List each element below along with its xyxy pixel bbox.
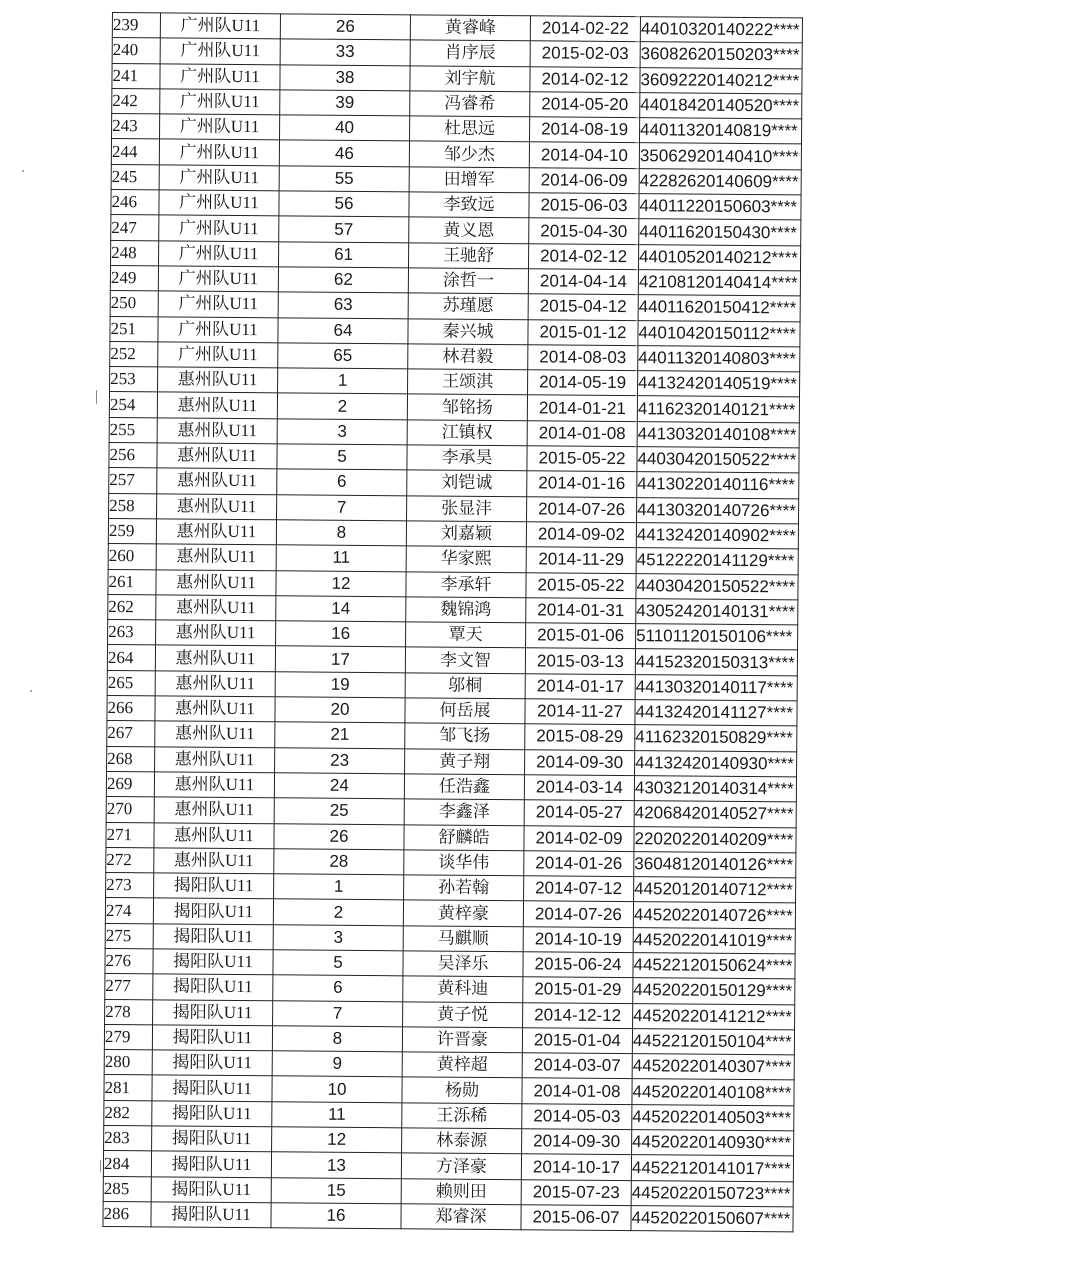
id-number: 42282620140609****: [639, 168, 801, 195]
player-name: 黄子悦: [403, 1001, 523, 1027]
player-name: 邹铭扬: [407, 394, 527, 420]
team-name: 揭阳队U11: [152, 1126, 272, 1152]
id-number: 41162320140121****: [637, 396, 799, 423]
player-name: 王驰舒: [409, 243, 529, 269]
row-index: 256: [109, 443, 157, 469]
birth-date: 2014-09-30: [522, 1129, 632, 1155]
jersey-number: 5: [277, 444, 407, 470]
birth-date: 2015-01-06: [526, 623, 636, 649]
player-name: 魏锦鸿: [406, 597, 526, 623]
jersey-number: 8: [276, 520, 406, 546]
player-name: 李承轩: [406, 571, 526, 597]
id-number: 44520220150723****: [631, 1180, 793, 1207]
id-number: 44522120141017****: [631, 1155, 793, 1182]
row-index: 274: [105, 898, 153, 924]
player-name: 黄梓豪: [403, 900, 523, 926]
player-name: 黄睿峰: [410, 15, 530, 41]
id-number: 44010520140212****: [638, 244, 800, 271]
jersey-number: 61: [279, 241, 409, 267]
id-number: 44011220150603****: [639, 194, 801, 221]
birth-date: 2014-01-16: [527, 471, 637, 497]
birth-date: 2014-05-03: [522, 1104, 632, 1130]
jersey-number: 40: [279, 115, 409, 141]
birth-date: 2014-02-09: [524, 825, 634, 851]
birth-date: 2015-05-22: [526, 572, 636, 598]
team-name: 广州队U11: [159, 241, 279, 267]
team-name: 惠州队U11: [157, 494, 277, 520]
id-number: 36048120140126****: [634, 851, 796, 878]
id-number: 44152320150313****: [635, 649, 797, 676]
row-index: 263: [108, 620, 156, 646]
id-number: 45122220141129****: [636, 548, 798, 575]
birth-date: 2014-01-26: [524, 851, 634, 877]
id-number: 36082620150203****: [640, 42, 802, 69]
team-name: 揭阳队U11: [153, 898, 273, 924]
birth-date: 2015-08-29: [525, 724, 635, 750]
player-name: 邹飞扬: [405, 723, 525, 749]
team-name: 惠州队U11: [157, 468, 277, 494]
team-name: 揭阳队U11: [152, 1025, 272, 1051]
player-name: 林泰源: [402, 1128, 522, 1154]
birth-date: 2014-11-29: [526, 547, 636, 573]
id-number: 42068420140527****: [634, 801, 796, 828]
row-index: 266: [107, 695, 155, 721]
jersey-number: 20: [275, 697, 405, 723]
team-name: 惠州队U11: [154, 822, 274, 848]
id-number: 51101120150106****: [636, 624, 798, 651]
jersey-number: 11: [276, 545, 406, 571]
jersey-number: 12: [276, 570, 406, 596]
id-number: 44520220150607****: [631, 1206, 793, 1233]
row-index: 273: [106, 873, 154, 899]
row-index: 252: [110, 341, 158, 367]
player-name: 李鑫泽: [404, 799, 524, 825]
row-index: 282: [104, 1100, 152, 1126]
team-name: 广州队U11: [158, 291, 278, 317]
birth-date: 2014-02-22: [530, 16, 640, 42]
id-number: 44132420140930****: [635, 750, 797, 777]
player-name: 覃天: [406, 622, 526, 648]
jersey-number: 24: [274, 773, 404, 799]
jersey-number: 57: [279, 216, 409, 242]
team-name: 广州队U11: [158, 342, 278, 368]
team-name: 广州队U11: [160, 89, 280, 115]
jersey-number: 11: [272, 1102, 402, 1128]
id-number: 41162320150829****: [635, 725, 797, 752]
id-number: 44520220150129****: [633, 978, 795, 1005]
player-name: 杜思远: [409, 116, 529, 142]
id-number: 44010320140222****: [640, 17, 802, 44]
row-index: 268: [107, 746, 155, 772]
id-number: 44520220141212****: [633, 1003, 795, 1030]
row-index: 270: [106, 797, 154, 823]
row-index: 243: [112, 114, 160, 140]
row-index: 279: [104, 1024, 152, 1050]
scan-speck: [96, 390, 97, 404]
player-name: 刘铠诚: [407, 470, 527, 496]
row-index: 242: [112, 88, 160, 114]
team-name: 广州队U11: [159, 215, 279, 241]
scan-speck: [22, 170, 24, 172]
player-name: 秦兴城: [408, 318, 528, 344]
team-name: 揭阳队U11: [151, 1151, 271, 1177]
birth-date: 2014-01-31: [526, 598, 636, 624]
birth-date: 2014-07-12: [524, 876, 634, 902]
birth-date: 2014-03-14: [524, 775, 634, 801]
jersey-number: 7: [277, 494, 407, 520]
player-name: 刘嘉颖: [406, 521, 526, 547]
jersey-number: 16: [271, 1203, 401, 1229]
row-index: 248: [111, 240, 159, 266]
jersey-number: 26: [280, 14, 410, 40]
player-name: 张显沣: [407, 495, 527, 521]
team-name: 广州队U11: [158, 266, 278, 292]
id-number: 44030420150522****: [636, 573, 798, 600]
row-index: 286: [103, 1201, 151, 1227]
player-name: 杨勋: [402, 1077, 522, 1103]
id-number: 44130320140117****: [635, 674, 797, 701]
jersey-number: 55: [279, 166, 409, 192]
row-index: 277: [105, 974, 153, 1000]
player-name: 王泺稀: [402, 1103, 522, 1129]
birth-date: 2014-07-26: [523, 901, 633, 927]
player-name: 马麒顺: [403, 926, 523, 952]
team-name: 揭阳队U11: [154, 873, 274, 899]
jersey-number: 65: [278, 343, 408, 369]
jersey-number: 2: [273, 899, 403, 925]
birth-date: 2015-01-04: [522, 1028, 632, 1054]
id-number: 44520220140503****: [632, 1104, 794, 1131]
player-name: 田增军: [409, 167, 529, 193]
player-name: 邹少杰: [409, 141, 529, 167]
birth-date: 2015-04-30: [529, 218, 639, 244]
row-index: 257: [109, 468, 157, 494]
team-name: 广州队U11: [160, 114, 280, 140]
id-number: 44130320140108****: [637, 421, 799, 448]
id-number: 43052420140131****: [636, 598, 798, 625]
jersey-number: 7: [273, 1000, 403, 1026]
row-index: 265: [107, 670, 155, 696]
jersey-number: 62: [278, 267, 408, 293]
jersey-number: 19: [275, 672, 405, 698]
id-number: 44520220141019****: [633, 927, 795, 954]
team-name: 惠州队U11: [156, 595, 276, 621]
row-index: 255: [109, 417, 157, 443]
birth-date: 2014-06-09: [529, 168, 639, 194]
player-name: 黄梓超: [402, 1052, 522, 1078]
row-index: 254: [109, 392, 157, 418]
id-number: 44520220140930****: [632, 1130, 794, 1157]
id-number: 44011620150430****: [639, 219, 801, 246]
jersey-number: 1: [278, 368, 408, 394]
birth-date: 2014-08-19: [529, 117, 639, 143]
row-index: 276: [105, 948, 153, 974]
player-name: 许晋豪: [402, 1027, 522, 1053]
birth-date: 2015-02-03: [530, 41, 640, 67]
id-number: 44522120150624****: [633, 953, 795, 980]
row-index: 261: [108, 569, 156, 595]
row-index: 247: [111, 215, 159, 241]
team-name: 广州队U11: [160, 13, 280, 39]
jersey-number: 2: [277, 393, 407, 419]
id-number: 44011320140803****: [638, 346, 800, 373]
birth-date: 2014-09-02: [526, 522, 636, 548]
jersey-number: 9: [272, 1051, 402, 1077]
birth-date: 2015-06-03: [529, 193, 639, 219]
team-name: 广州队U11: [159, 139, 279, 165]
team-name: 惠州队U11: [155, 721, 275, 747]
jersey-number: 3: [277, 419, 407, 445]
player-name: 苏瑾愿: [408, 293, 528, 319]
row-index: 249: [110, 265, 158, 291]
id-number: 44130320140726****: [637, 497, 799, 524]
jersey-number: 10: [272, 1076, 402, 1102]
jersey-number: 5: [273, 950, 403, 976]
birth-date: 2015-04-12: [528, 294, 638, 320]
team-name: 惠州队U11: [157, 392, 277, 418]
row-index: 275: [105, 923, 153, 949]
player-name: 李承昊: [407, 445, 527, 471]
row-index: 271: [106, 822, 154, 848]
row-index: 260: [108, 544, 156, 570]
team-name: 广州队U11: [160, 63, 280, 89]
birth-date: 2014-11-27: [525, 699, 635, 725]
birth-date: 2015-03-13: [525, 648, 635, 674]
row-index: 251: [110, 316, 158, 342]
row-index: 258: [109, 493, 157, 519]
id-number: 44011620150412****: [638, 295, 800, 322]
team-name: 惠州队U11: [156, 620, 276, 646]
jersey-number: 17: [275, 646, 405, 672]
birth-date: 2014-03-07: [522, 1053, 632, 1079]
team-name: 惠州队U11: [157, 443, 277, 469]
id-number: 22020220140209****: [634, 826, 796, 853]
player-name: 黄科迪: [403, 976, 523, 1002]
id-number: 44010420150112****: [638, 320, 800, 347]
birth-date: 2014-08-03: [528, 345, 638, 371]
row-index: 239: [112, 13, 160, 39]
player-name: 林君毅: [408, 344, 528, 370]
row-index: 285: [103, 1176, 151, 1202]
player-name: 吴泽乐: [403, 951, 523, 977]
row-index: 284: [103, 1151, 151, 1177]
row-index: 262: [108, 594, 156, 620]
team-name: 揭阳队U11: [153, 924, 273, 950]
birth-date: 2014-09-30: [525, 749, 635, 775]
player-name: 黄子翔: [405, 748, 525, 774]
team-name: 揭阳队U11: [153, 949, 273, 975]
id-number: 35062920140410****: [639, 143, 801, 170]
team-name: 广州队U11: [159, 165, 279, 191]
jersey-number: 15: [271, 1177, 401, 1203]
team-name: 广州队U11: [158, 316, 278, 342]
birth-date: 2014-05-19: [528, 370, 638, 396]
row-index: 283: [104, 1126, 152, 1152]
row-index: 244: [111, 139, 159, 165]
team-name: 惠州队U11: [154, 797, 274, 823]
id-number: 44520220140108****: [632, 1079, 794, 1106]
birth-date: 2014-01-17: [525, 673, 635, 699]
player-name: 孙若翰: [404, 875, 524, 901]
player-name: 江镇权: [407, 420, 527, 446]
id-number: 44011320140819****: [639, 118, 801, 145]
birth-date: 2014-07-26: [527, 496, 637, 522]
player-name: 方泽豪: [401, 1153, 521, 1179]
row-index: 264: [107, 645, 155, 671]
jersey-number: 38: [280, 64, 410, 90]
id-number: 44522120150104****: [632, 1028, 794, 1055]
team-name: 广州队U11: [160, 38, 280, 64]
player-name: 任浩鑫: [404, 774, 524, 800]
player-name: 华家熙: [406, 546, 526, 572]
jersey-number: 16: [276, 621, 406, 647]
player-name: 郑睿深: [401, 1204, 521, 1230]
team-name: 揭阳队U11: [151, 1177, 271, 1203]
row-index: 280: [104, 1050, 152, 1076]
birth-date: 2014-12-12: [523, 1002, 633, 1028]
row-index: 272: [106, 847, 154, 873]
team-name: 惠州队U11: [158, 367, 278, 393]
row-index: 278: [105, 999, 153, 1025]
jersey-number: 3: [273, 924, 403, 950]
team-name: 揭阳队U11: [152, 1050, 272, 1076]
birth-date: 2014-01-21: [527, 395, 637, 421]
team-name: 惠州队U11: [156, 544, 276, 570]
scan-speck: [100, 1160, 101, 1172]
scan-speck: [30, 690, 32, 692]
team-name: 惠州队U11: [155, 645, 275, 671]
jersey-number: 56: [279, 191, 409, 217]
birth-date: 2014-04-14: [528, 269, 638, 295]
player-name: 刘宇航: [410, 65, 530, 91]
team-name: 惠州队U11: [154, 848, 274, 874]
birth-date: 2014-10-19: [523, 926, 633, 952]
player-name: 谈华伟: [404, 850, 524, 876]
id-number: 42108120140414****: [638, 270, 800, 297]
birth-date: 2015-07-23: [521, 1179, 631, 1205]
player-name: 何岳展: [405, 698, 525, 724]
id-number: 36092220140212****: [640, 67, 802, 94]
table-row: [103, 1201, 793, 1232]
id-number: 44520220140726****: [633, 902, 795, 929]
row-index: 246: [111, 190, 159, 216]
birth-date: 2015-01-29: [523, 977, 633, 1003]
team-name: 揭阳队U11: [153, 999, 273, 1025]
jersey-number: 26: [274, 823, 404, 849]
id-number: 44132420140519****: [637, 371, 799, 398]
player-name: 黄义恩: [409, 217, 529, 243]
row-index: 240: [112, 38, 160, 64]
birth-date: 2014-10-17: [521, 1154, 631, 1180]
team-name: 揭阳队U11: [152, 1075, 272, 1101]
jersey-number: 63: [278, 292, 408, 318]
roster-body: [103, 13, 803, 1233]
birth-date: 2014-04-10: [529, 142, 639, 168]
birth-date: 2015-06-24: [523, 952, 633, 978]
id-number: 44520120140712****: [634, 877, 796, 904]
id-number: 44520220140307****: [632, 1054, 794, 1081]
jersey-number: 6: [277, 469, 407, 495]
jersey-number: 33: [280, 39, 410, 65]
id-number: 44030420150522****: [637, 447, 799, 474]
birth-date: 2014-02-12: [528, 243, 638, 269]
jersey-number: 64: [278, 317, 408, 343]
jersey-number: 1: [274, 874, 404, 900]
player-name: 涂哲一: [408, 268, 528, 294]
team-name: 惠州队U11: [156, 569, 276, 595]
row-index: 259: [108, 518, 156, 544]
row-index: 241: [112, 63, 160, 89]
row-index: 269: [106, 771, 154, 797]
team-name: 惠州队U11: [157, 418, 277, 444]
jersey-number: 8: [272, 1026, 402, 1052]
team-name: 惠州队U11: [155, 696, 275, 722]
id-number: 44018420140520****: [640, 93, 802, 120]
id-number: 43032120140314****: [634, 776, 796, 803]
team-name: 揭阳队U11: [152, 1101, 272, 1127]
player-name: 肖序辰: [410, 40, 530, 66]
player-name: 舒麟皓: [404, 824, 524, 850]
team-name: 惠州队U11: [156, 519, 276, 545]
team-name: 揭阳队U11: [151, 1202, 271, 1228]
jersey-number: 23: [275, 747, 405, 773]
row-index: 250: [110, 291, 158, 317]
player-name: 李文智: [405, 647, 525, 673]
jersey-number: 46: [279, 140, 409, 166]
id-number: 44132420140902****: [636, 523, 798, 550]
player-roster-table: [102, 12, 803, 1233]
player-name: 王颂淇: [408, 369, 528, 395]
player-name: 赖则田: [401, 1178, 521, 1204]
row-index: 267: [107, 721, 155, 747]
row-index: 245: [111, 164, 159, 190]
id-number: 44130220140116****: [637, 472, 799, 499]
player-name: 冯睿希: [410, 91, 530, 117]
jersey-number: 25: [274, 798, 404, 824]
row-index: 253: [110, 367, 158, 393]
birth-date: 2015-05-22: [527, 446, 637, 472]
birth-date: 2014-05-27: [524, 800, 634, 826]
jersey-number: 12: [272, 1127, 402, 1153]
team-name: 惠州队U11: [155, 746, 275, 772]
birth-date: 2015-06-07: [521, 1205, 631, 1231]
birth-date: 2014-01-08: [522, 1078, 632, 1104]
jersey-number: 14: [276, 596, 406, 622]
birth-date: 2014-01-08: [527, 421, 637, 447]
team-name: 惠州队U11: [155, 671, 275, 697]
row-index: 281: [104, 1075, 152, 1101]
player-name: 邬桐: [405, 673, 525, 699]
birth-date: 2015-01-12: [528, 319, 638, 345]
birth-date: 2014-02-12: [530, 66, 640, 92]
jersey-number: 13: [271, 1152, 401, 1178]
team-name: 惠州队U11: [154, 772, 274, 798]
player-name: 李致远: [409, 192, 529, 218]
jersey-number: 39: [280, 90, 410, 116]
birth-date: 2014-05-20: [530, 92, 640, 118]
jersey-number: 6: [273, 975, 403, 1001]
jersey-number: 21: [275, 722, 405, 748]
team-name: 揭阳队U11: [153, 974, 273, 1000]
team-name: 广州队U11: [159, 190, 279, 216]
jersey-number: 28: [274, 849, 404, 875]
id-number: 44132420141127****: [635, 700, 797, 727]
